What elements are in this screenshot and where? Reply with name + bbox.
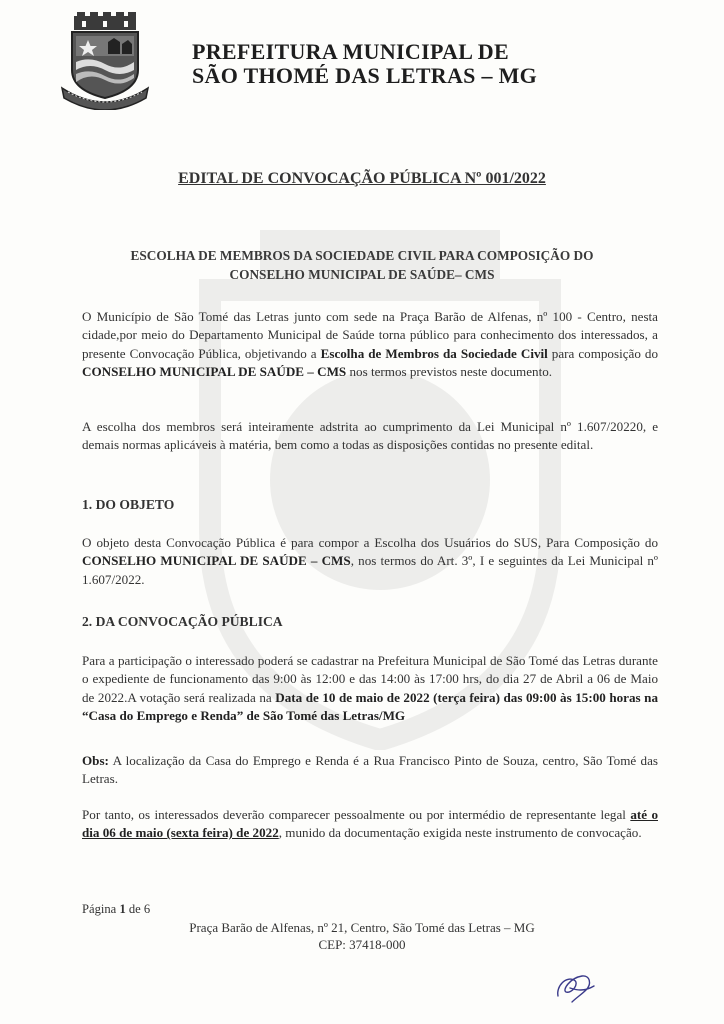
section-2-p1-text: Para a participação o interessado poderá se cadastrar na Prefeitura Municipal de São Tomé das Letras durante o expediente de funcionamento das 9:00 às 12:00 e das 14:00 às 17:00 hrs, do dia 27 de Abril a 06 de Maio de 2022.A votação será realizada na <box>82 653 658 705</box>
section-2-paragraph-1 <box>82 652 658 725</box>
intro-p1-bold-a: Escolha de Membros da Sociedade Civil <box>320 345 548 361</box>
intro-paragraph-2: A escolha dos membros será inteiramente adstrita ao cumprimento da Lei Municipal nº 1.607/20220, e demais normas aplicáveis à matéria, bem como a todas as disposições contidas no presente edital. <box>82 419 658 453</box>
section-1-heading: 1. DO OBJETO <box>82 497 175 512</box>
handwritten-signature <box>552 968 598 1008</box>
page-number-total: 6 <box>143 902 151 916</box>
section-1-bold: CONSELHO MUNICIPAL DE SAÚDE – CMS <box>82 553 351 569</box>
section-2-p3-text-a: Por tanto, os interessados deverão comparecer pessoalmente ou por intermédio de representante legal <box>82 807 631 822</box>
intro-p1-text-c: nos termos previstos neste documento. <box>346 363 553 379</box>
coat-of-arms-crest <box>58 12 152 110</box>
page-number <box>82 902 150 917</box>
header-line-2: SÃO THOMÉ DAS LETRAS – MG <box>192 63 538 88</box>
page-number-middle: de <box>125 902 144 916</box>
subject-line-1: ESCOLHA DE MEMBROS DA SOCIEDADE CIVIL PARA COMPOSIÇÃO DO <box>130 248 594 263</box>
edital-title-text: EDITAL DE CONVOCAÇÃO PÚBLICA Nº 001/2022 <box>178 170 546 187</box>
section-2-paragraph-3 <box>82 806 658 843</box>
edital-title <box>0 170 724 188</box>
header-line-1: PREFEITURA MUNICIPAL DE <box>192 39 509 64</box>
footer-cep: CEP: 37418-000 <box>318 937 406 952</box>
section-1-text-a: O objeto desta Convocação Pública é para compor a Escolha dos Usuários do SUS, Para Composição do <box>82 535 658 550</box>
page-number-current: 1 <box>119 902 126 916</box>
intro-p1-text-a: O Município de São Tomé das Letras junto com sede na Praça Barão de Alfenas, nº 100 - Centro, nesta cidade,por meio do Departamento Municipal de Saúde torna público para conhecimento dos interessados, a presente Convocação Pública, objetivando a <box>82 309 658 361</box>
intro-p1-bold-b: CONSELHO MUNICIPAL DE SAÚDE – CMS <box>82 363 347 379</box>
subject-heading <box>90 246 634 284</box>
section-1-text-b: , nos termos do Art. 3º, I e seguintes da Lei Municipal nº 1.607/2022. <box>82 553 658 587</box>
page-number-prefix: Página <box>82 902 120 916</box>
intro-p1-text-b: para composição do <box>547 345 658 361</box>
municipality-header <box>192 40 572 88</box>
observation-paragraph <box>82 752 658 789</box>
section-2-p3-text-b: , munido da documentação exigida neste instrumento de convocação. <box>278 825 642 841</box>
intro-paragraph-1 <box>82 308 658 381</box>
observation-label: Obs: <box>82 753 109 768</box>
section-2-heading: 2. DA CONVOCAÇÃO PÚBLICA <box>82 614 283 629</box>
footer-address: Praça Barão de Alfenas, nº 21, Centro, São Tomé das Letras – MG <box>189 920 535 935</box>
section-2-p1-bold: Data de 10 de maio de 2022 (terça feira) das 09:00 às 15:00 horas na “Casa do Emprego e Renda” de São Tomé das Letras/MG <box>82 689 658 723</box>
section-1-paragraph <box>82 534 658 589</box>
deadline-date: até o dia 06 de maio (sexta feira) de 2022 <box>82 807 658 841</box>
observation-text: A localização da Casa do Emprego e Renda é a Rua Francisco Pinto de Souza, centro, São Tomé das Letras. <box>82 753 658 787</box>
footer-address-block <box>0 919 724 953</box>
subject-line-2: CONSELHO MUNICIPAL DE SAÚDE– CMS <box>229 267 495 282</box>
